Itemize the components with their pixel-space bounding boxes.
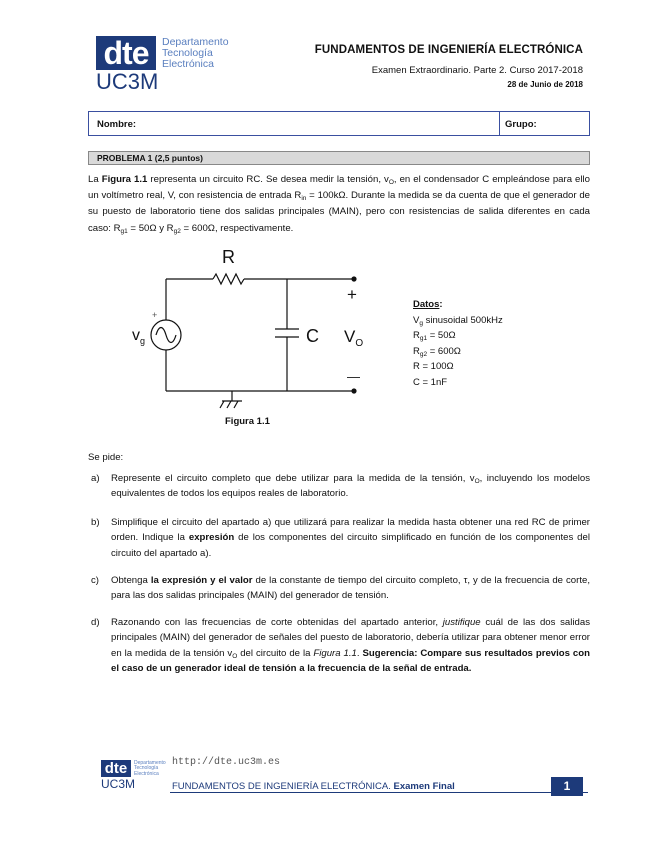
name-group-divider	[499, 112, 500, 135]
footer-rule	[170, 792, 588, 793]
exam-date: 28 de Junio de 2018	[507, 80, 583, 89]
label-c: C	[306, 326, 319, 346]
question-d: d) Razonando con las frecuencias de corte obtenidas del apartado anterior, justifique cuál de las dos salidas principales (MAIN) del generador de señales del puesto de laboratorio, debería utilizar para obtener menor error en la medida de la tensión $v_O$ del circuito de la Figura 1.1. Sugerencia: Compare sus resultados previos con el caso de un generador ideal de tensión a la frecuencia de la señal de entrada.	[91, 617, 591, 675]
label-r: R	[222, 247, 235, 267]
datos-rg2: $R_{g2} = 600\Omega$	[413, 345, 461, 358]
sine-icon	[156, 328, 176, 343]
problem-heading: PROBLEMA 1 (2,5 puntos)	[97, 153, 203, 163]
group-label: Grupo:	[505, 119, 537, 130]
question-a-marker: a)	[91, 473, 100, 484]
question-b-marker: b)	[91, 517, 100, 528]
terminal-bottom	[351, 388, 356, 393]
ground-hatch-1	[220, 401, 224, 408]
label-src-plus: +	[152, 310, 158, 320]
question-b: b) Simplifique el circuito del apartado a) que utilizará para realizar la medida hasta obtener una red RC de primer orden. Indique la expresión de los componentes del circuito simplificado en función de los componentes del circuito del apartado a).	[91, 517, 590, 559]
datos-c: C = 1nF	[413, 376, 448, 388]
ground-hatch-2	[227, 401, 231, 408]
datos-r: R = 100Ω	[413, 361, 454, 372]
problem-intro: La Figura 1.1 representa un circuito RC. Se desea medir la tensión, $v_O$, en el condensador C empleándose para ello un voltímetro real, V, con resistencia de entrada $R_{in} = 100k\Omega$. Durante la medida se da cuenta de que el generador de su puesto de laboratorio tiene dos salidas principales (MAIN), pero con resistencias de salida diferentes en cada caso: $R_{g1} = 50\Omega$ y $R_{g2} = 600\Omega$, respectivamente.	[88, 174, 591, 235]
question-a: a) Represente el circuito completo que debe utilizar para la medida de la tensión, $v_O$, incluyendo los modelos equivalentes de todos los equipos reales de laboratorio.	[91, 473, 590, 500]
datos-block	[413, 297, 573, 390]
se-pide: Se pide:	[88, 452, 124, 463]
figure-caption: Figura 1.1	[225, 416, 270, 427]
footer-logo-dept-text: Departamento Tecnología Electrónica	[134, 760, 166, 777]
logo-uc3m-word: UC3M	[96, 69, 159, 94]
footer-course: FUNDAMENTOS DE INGENIERÍA ELECTRÓNICA. Examen Final	[172, 781, 455, 792]
footer-logo-dte-box: dte	[101, 760, 131, 777]
label-vo: $V_O$	[344, 327, 364, 349]
course-title: FUNDAMENTOS DE INGENIERÍA ELECTRÓNICA	[314, 44, 583, 56]
datos-rg1: $R_{g1} = 50\Omega$	[413, 330, 456, 342]
logo-dte-box: dte	[96, 36, 156, 70]
problem-heading-bar	[88, 151, 590, 165]
question-d-marker: d)	[91, 617, 100, 628]
resistor-r	[213, 274, 244, 284]
footer-url-link[interactable]: http://dte.uc3m.es	[172, 757, 281, 768]
label-out-plus: +	[347, 285, 357, 304]
label-out-minus: —	[347, 369, 360, 384]
footer-logo-uc3m-word: UC3M	[101, 777, 136, 791]
exam-subtitle: Examen Extraordinario. Parte 2. Curso 2017-2018	[371, 65, 583, 76]
label-vg: $v_g$	[132, 327, 146, 346]
circuit-diagram	[125, 243, 375, 413]
datos-vg: $V_g$ sinusoidal 500kHz	[413, 314, 503, 327]
question-c: c) Obtenga la expresión y el valor de la constante de tiempo del circuito completo, τ, y de la frecuencia de corte, para las dos salidas principales (MAIN) del generador de tensión.	[91, 575, 590, 602]
footer-logo	[101, 760, 171, 796]
terminal-top	[351, 276, 356, 281]
question-c-marker: c)	[91, 575, 99, 586]
header-logo	[96, 36, 236, 96]
ground-hatch-3	[234, 401, 238, 408]
logo-dept-text: Departamento Tecnología Electrónica	[162, 36, 229, 71]
name-group-box	[88, 111, 590, 136]
page-number: 1	[551, 777, 583, 796]
datos-title: Datos:	[413, 299, 443, 310]
name-label: Nombre:	[97, 119, 137, 130]
